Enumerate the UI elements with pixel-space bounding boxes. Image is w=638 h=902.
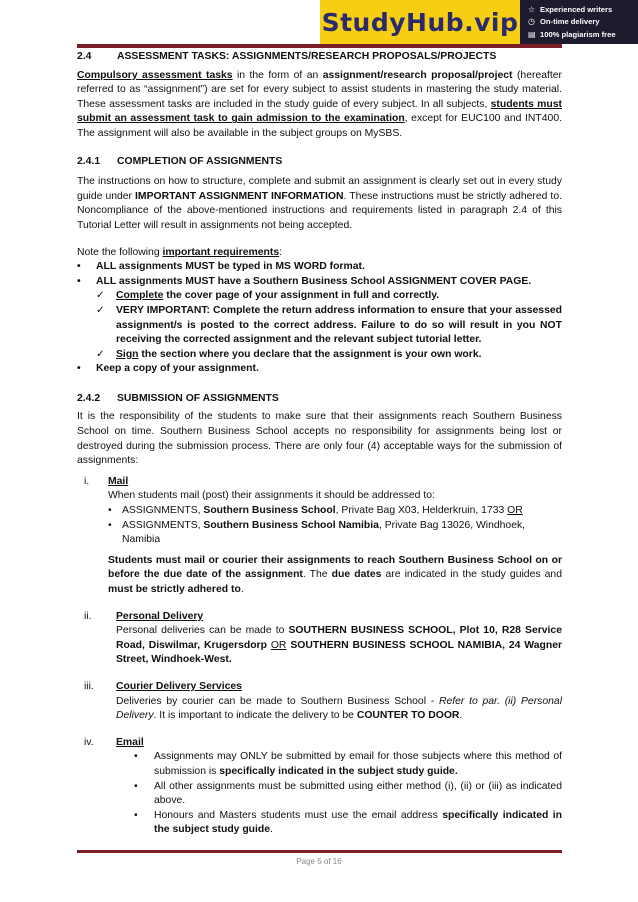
perk-item bbox=[528, 3, 638, 16]
checkmark-icon: ✓ bbox=[96, 348, 105, 360]
bullet-icon: • bbox=[134, 809, 138, 821]
logo-text: StudyHub.vip bbox=[321, 7, 519, 37]
perk-label: Experienced writers bbox=[540, 4, 613, 14]
email-rule-item: • Assignments may ONLY be submitted by email for those subjects where this method of submission is specifically indicated in the subject study guide. bbox=[134, 751, 562, 777]
bullet-icon: • bbox=[108, 505, 112, 517]
footer-rule bbox=[77, 850, 562, 853]
perk-label: On-time delivery bbox=[540, 17, 600, 27]
method-courier: iii. Courier Delivery Services bbox=[84, 680, 242, 692]
section-number: 2.4 bbox=[77, 51, 92, 62]
bullet-icon: • bbox=[134, 780, 138, 792]
checklist-item: ✓ Sign the section where you declare that the assignment is your own work. bbox=[77, 348, 562, 363]
mail-address-item: • ASSIGNMENTS, Southern Business School Namibia, Private Bag 13026, Windhoek, Namibia bbox=[108, 519, 526, 546]
bullet-icon: • bbox=[77, 275, 81, 287]
perk-item bbox=[528, 28, 638, 41]
email-rule-item: • All other assignments must be submitted using either method (i), (ii) or (iii) as indicated above. bbox=[134, 780, 562, 807]
perk-label: 100% plagiarism free bbox=[540, 29, 616, 39]
checklist-item: ✓ VERY IMPORTANT: Complete the return address information to ensure that your assessed assignment/s is posted to the correct address. Failure to do so will result in you NOT receiving the corrected assignment and the relevant subject tutorial letter. bbox=[96, 304, 562, 346]
clock-icon: ◷ bbox=[528, 17, 535, 27]
requirements-intro: Note the following important requirements: bbox=[77, 246, 283, 258]
subsection-heading-completion: 2.4.1 COMPLETION OF ASSIGNMENTS bbox=[77, 155, 283, 167]
bullet-icon: • bbox=[108, 519, 112, 531]
perks-panel bbox=[520, 0, 638, 44]
list-item: • Keep a copy of your assignment. bbox=[77, 362, 562, 377]
studyhub-logo[interactable] bbox=[320, 0, 520, 44]
email-rule-item: • Honours and Masters students must use the email address specifically indicated in the subject study guide. bbox=[134, 809, 562, 836]
star-icon: ☆ bbox=[528, 4, 536, 14]
mail-address-item: • ASSIGNMENTS, Southern Business School, Private Bag X03, Helderkruin, 1733 OR bbox=[77, 504, 562, 519]
section-paragraph: Compulsory assessment tasks in the form of an assignment/research proposal/project (hereafter referred to as “assignment”) are set for every subject to assist students in mastering the study material. These assessment tasks are included in the study guide of every subject. In all subjects, students must submit an assessment task to gain admission to the examination, except for EUC100 and INT400. The assignment will also be available in the subject groups on MySBS. bbox=[77, 69, 563, 139]
method-personal-delivery: ii. Personal Delivery bbox=[84, 610, 204, 622]
mail-note: Students must mail or courier their assignments to reach Southern Business School on or before the due date of the assignment. The due dates are indicated in the study guides and must be strictly adhered to. bbox=[108, 554, 562, 595]
checklist-item: ✓ Complete the cover page of your assignment in full and correctly. bbox=[77, 289, 562, 304]
checkmark-icon: ✓ bbox=[96, 290, 105, 302]
list-item: • ALL assignments MUST be typed in MS WORD format. bbox=[77, 260, 562, 275]
bullet-icon: • bbox=[134, 751, 138, 763]
perk-item bbox=[528, 16, 638, 29]
checkmark-icon: ✓ bbox=[96, 304, 105, 316]
personal-delivery-text: Personal deliveries can be made to SOUTHERN BUSINESS SCHOOL, Plot 10, R28 Service Road, Diswilmar, Krugersdorp OR SOUTHERN BUSINESS SCHOOL NAMIBIA, 24 Wagner Street, Windhoek-West. bbox=[116, 625, 563, 666]
courier-text: Deliveries by courier can be made to Southern Business School - Refer to par. (ii) Personal Delivery. It is important to indicate the delivery to be COUNTER TO DOOR. bbox=[116, 695, 563, 722]
list-item: • ALL assignments MUST have a Southern Business School ASSIGNMENT COVER PAGE. bbox=[77, 275, 562, 290]
submission-paragraph: It is the responsibility of the students to make sure that their assignments reach Southern Business School on time. Southern Business School accepts no responsibility for assignments being lost or destroyed during the submission process. There are only four (4) acceptable ways for the submission of assignments: bbox=[77, 411, 562, 467]
method-email: iv. Email bbox=[84, 736, 144, 748]
page-footer: Page 5 of 16 bbox=[296, 857, 342, 866]
completion-paragraph: The instructions on how to structure, complete and submit an assignment is clearly set out in every study guide under IMPORTANT ASSIGNMENT INFORMATION. These instructions must be strictly adhered to. Noncompliance of the above-mentioned instructions and requirements listed in paragraph 2.4 of this Tutorial Letter will result in assignments not being accepted. bbox=[77, 176, 562, 231]
document-check-icon: ▤ bbox=[528, 29, 536, 39]
bullet-icon: • bbox=[77, 261, 81, 273]
mail-intro: When students mail (post) their assignments it should be addressed to: bbox=[108, 490, 435, 502]
section-heading bbox=[77, 50, 562, 65]
method-mail: i. Mail bbox=[84, 475, 129, 487]
section-title: ASSESSMENT TASKS: ASSIGNMENTS/RESEARCH PROPOSALS/PROJECTS bbox=[117, 51, 497, 62]
document-body bbox=[77, 48, 562, 838]
subsection-heading-submission: 2.4.2 SUBMISSION OF ASSIGNMENTS bbox=[77, 392, 279, 404]
bullet-icon: • bbox=[77, 363, 81, 375]
studyhub-banner[interactable] bbox=[320, 0, 638, 44]
